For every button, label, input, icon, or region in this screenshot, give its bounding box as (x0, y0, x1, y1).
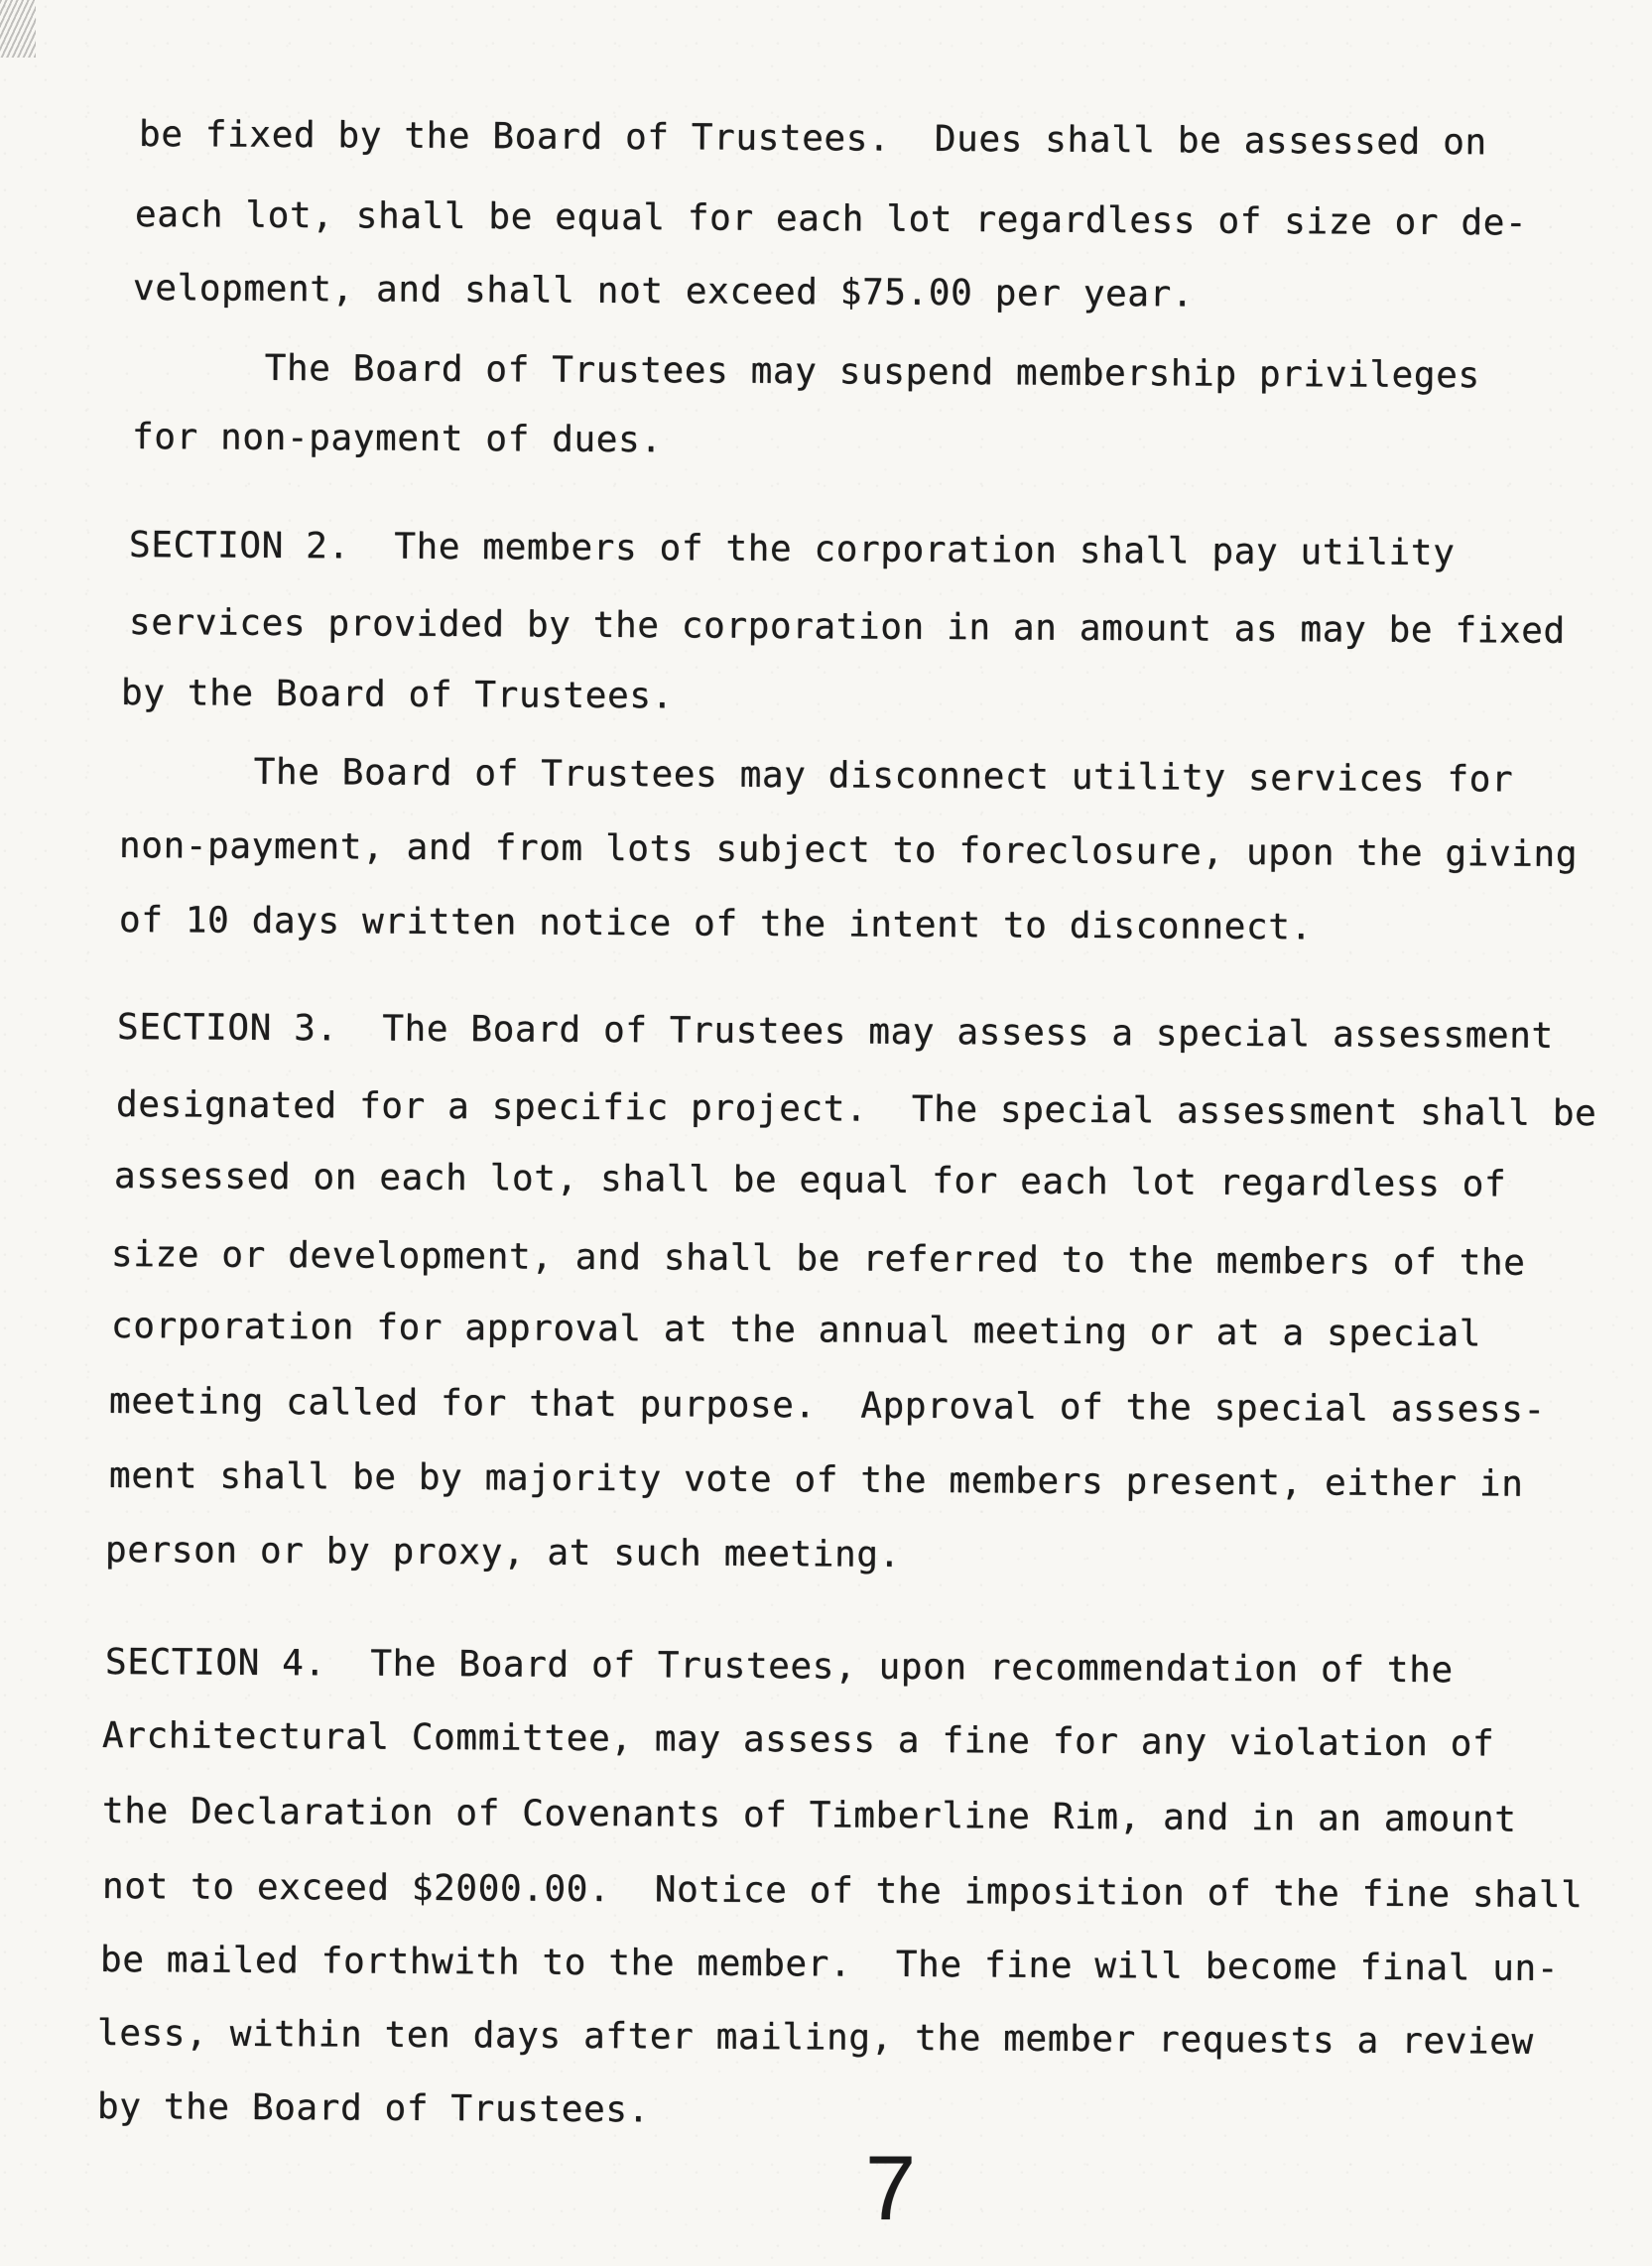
section-2-line-2: services provided by the corporation in an amount as may be fixed (128, 602, 1566, 652)
section-3-line-6: meeting called for that purpose. Approval of the special assess- (108, 1381, 1546, 1431)
section-3-line-7: ment shall be by majority vote of the members present, either in (108, 1455, 1524, 1505)
section-4-line-1: SECTION 4. The Board of Trustees, upon recommendation of the (104, 1642, 1454, 1692)
section-4-line-4: not to exceed $2000.00. Notice of the imposition of the fine shall (101, 1866, 1584, 1917)
section-3-line-1: SECTION 3. The Board of Trustees may assess a special assessment (116, 1007, 1554, 1057)
section-2-paragraph-2-line-1: The Board of Trustees may disconnect utility services for (120, 751, 1514, 801)
paragraph-2-line-2: for non-payment of dues. (131, 417, 663, 461)
section-4-line-7: by the Board of Trustees. (96, 2086, 650, 2131)
section-3-line-4: size or development, and shall be referred to the members of the (110, 1234, 1526, 1284)
section-2-paragraph-2-line-3: of 10 days written notice of the intent to disconnect. (118, 900, 1313, 948)
section-2-line-1: SECTION 2. The members of the corporation shall pay utility (128, 525, 1456, 574)
section-3-line-5: corporation for approval at the annual meeting or at a special (110, 1306, 1482, 1355)
section-2-line-3: by the Board of Trustees. (120, 673, 674, 717)
paragraph-1-line-2: each lot, shall be equal for each lot regardless of size or de- (134, 194, 1528, 244)
section-4-line-2: Architectural Committee, may assess a fine for any violation of (101, 1715, 1495, 1765)
section-3-line-2: designated for a specific project. The special assessment shall be (115, 1084, 1597, 1135)
section-4-line-3: the Declaration of Covenants of Timberline Rim, and in an amount (101, 1791, 1517, 1840)
page-number: 7 (865, 2138, 917, 2239)
section-4-line-5: be mailed forthwith to the member. The fine will become final un- (99, 1940, 1560, 1989)
section-3-line-8: person or by proxy, at such meeting. (104, 1530, 901, 1575)
paragraph-1-line-3: velopment, and shall not exceed $75.00 per year. (132, 268, 1195, 315)
section-3-line-3: assessed on each lot, shall be equal for each lot regardless of (113, 1156, 1507, 1205)
paragraph-2-line-1: The Board of Trustees may suspend membership privileges (131, 347, 1480, 397)
paragraph-1-line-1: be fixed by the Board of Trustees. Dues shall be assessed on (138, 114, 1487, 164)
section-4-line-6: less, within ten days after mailing, the member requests a review (96, 2013, 1534, 2063)
section-2-paragraph-2-line-2: non-payment, and from lots subject to foreclosure, upon the giving (118, 825, 1579, 875)
